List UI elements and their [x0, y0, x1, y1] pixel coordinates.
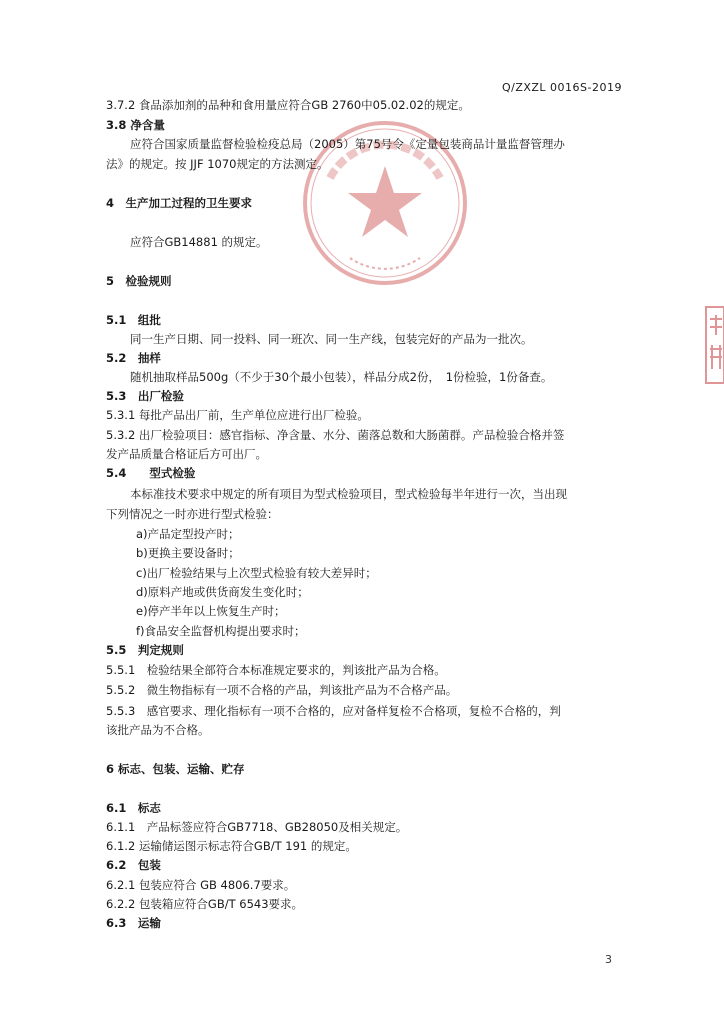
para-5-1: 同一生产日期、同一投料、同一班次、同一生产线，包装完好的产品为一批次。 — [130, 332, 533, 346]
para-4: 应符合GB14881 的规定。 — [130, 235, 268, 249]
document-code: Q/ZXZL 0016S-2019 — [501, 81, 622, 94]
para-5-4-line1: 本标准技术要求中规定的所有项目为型式检验项目，型式检验每半年进行一次，当出现 — [130, 487, 567, 501]
clause-5-3-2-line2: 发产品质量合格证后方可出厂。 — [106, 447, 267, 461]
list-item-a: a)产品定型投产时； — [136, 527, 240, 541]
section-5-3-heading: 5.3 出厂检验 — [106, 389, 184, 403]
section-6-3-heading: 6.3 运输 — [106, 916, 161, 930]
clause-3-7-2: 3.7.2 食品添加剂的品种和食用量应符合GB 2760中05.02.02的规定。 — [106, 98, 470, 112]
page-number: 3 — [605, 953, 612, 966]
section-6-heading: 6 标志、包装、运输、贮存 — [106, 762, 245, 776]
section-5-4-heading: 5.4 型式检验 — [106, 466, 196, 480]
section-5-5-heading: 5.5 判定规则 — [106, 643, 184, 657]
clause-5-5-1: 5.5.1 检验结果全部符合本标准规定要求的，判该批产品为合格。 — [106, 663, 446, 677]
clause-5-5-2: 5.5.2 微生物指标有一项不合格的产品，判该批产品为不合格产品。 — [106, 683, 458, 697]
para-5-2: 随机抽取样品500g（不少于30个最小包装），样品分成2份， 1份检验，1份备查。 — [130, 370, 553, 384]
clause-5-3-2-line1: 5.3.2 出厂检验项目：感官指标、净含量、水分、菌落总数和大肠菌群。产品检验合格并签 — [106, 428, 565, 442]
section-5-1-heading: 5.1 组批 — [106, 313, 161, 327]
list-item-c: c)出厂检验结果与上次型式检验有较大差异时； — [136, 566, 377, 580]
clause-5-3-1: 5.3.1 每批产品出厂前，生产单位应进行出厂检验。 — [106, 408, 369, 422]
clause-6-1-1: 6.1.1 产品标签应符合GB7718、GB28050及相关规定。 — [106, 820, 408, 834]
page-edge-seal-fragment — [702, 305, 724, 385]
para-3-8-line2: 法》的规定。按 JJF 1070规定的方法测定。 — [106, 157, 329, 171]
list-item-d: d)原料产地或供货商发生变化时； — [136, 585, 309, 599]
section-6-1-heading: 6.1 标志 — [106, 801, 161, 815]
list-item-e: e)停产半年以上恢复生产时； — [136, 604, 286, 618]
section-5-heading: 5 检验规则 — [106, 274, 172, 288]
para-5-4-line2: 下列情况之一时亦进行型式检验： — [106, 507, 279, 521]
list-item-b: b)更换主要设备时； — [136, 546, 240, 560]
clause-5-5-3-line1: 5.5.3 感官要求、理化指标有一项不合格的，应对备样复检不合格项，复检不合格的，判 — [106, 704, 561, 718]
clause-6-2-2: 6.2.2 包装箱应符合GB/T 6543要求。 — [106, 897, 304, 911]
section-5-2-heading: 5.2 抽样 — [106, 351, 161, 365]
para-3-8-line1: 应符合国家质量监督检验检疫总局（2005）第75号令《定量包装商品计量监督管理办 — [130, 137, 565, 151]
section-6-2-heading: 6.2 包装 — [106, 858, 161, 872]
section-3-8-heading: 3.8 净含量 — [106, 118, 165, 132]
list-item-f: f)食品安全监督机构提出要求时； — [136, 624, 306, 638]
clause-6-2-1: 6.2.1 包装应符合 GB 4806.7要求。 — [106, 878, 296, 892]
clause-6-1-2: 6.1.2 运输储运图示标志符合GB/T 191 的规定。 — [106, 839, 357, 853]
section-4-heading: 4 生产加工过程的卫生要求 — [106, 196, 253, 210]
clause-5-5-3-line2: 该批产品为不合格。 — [106, 723, 210, 737]
